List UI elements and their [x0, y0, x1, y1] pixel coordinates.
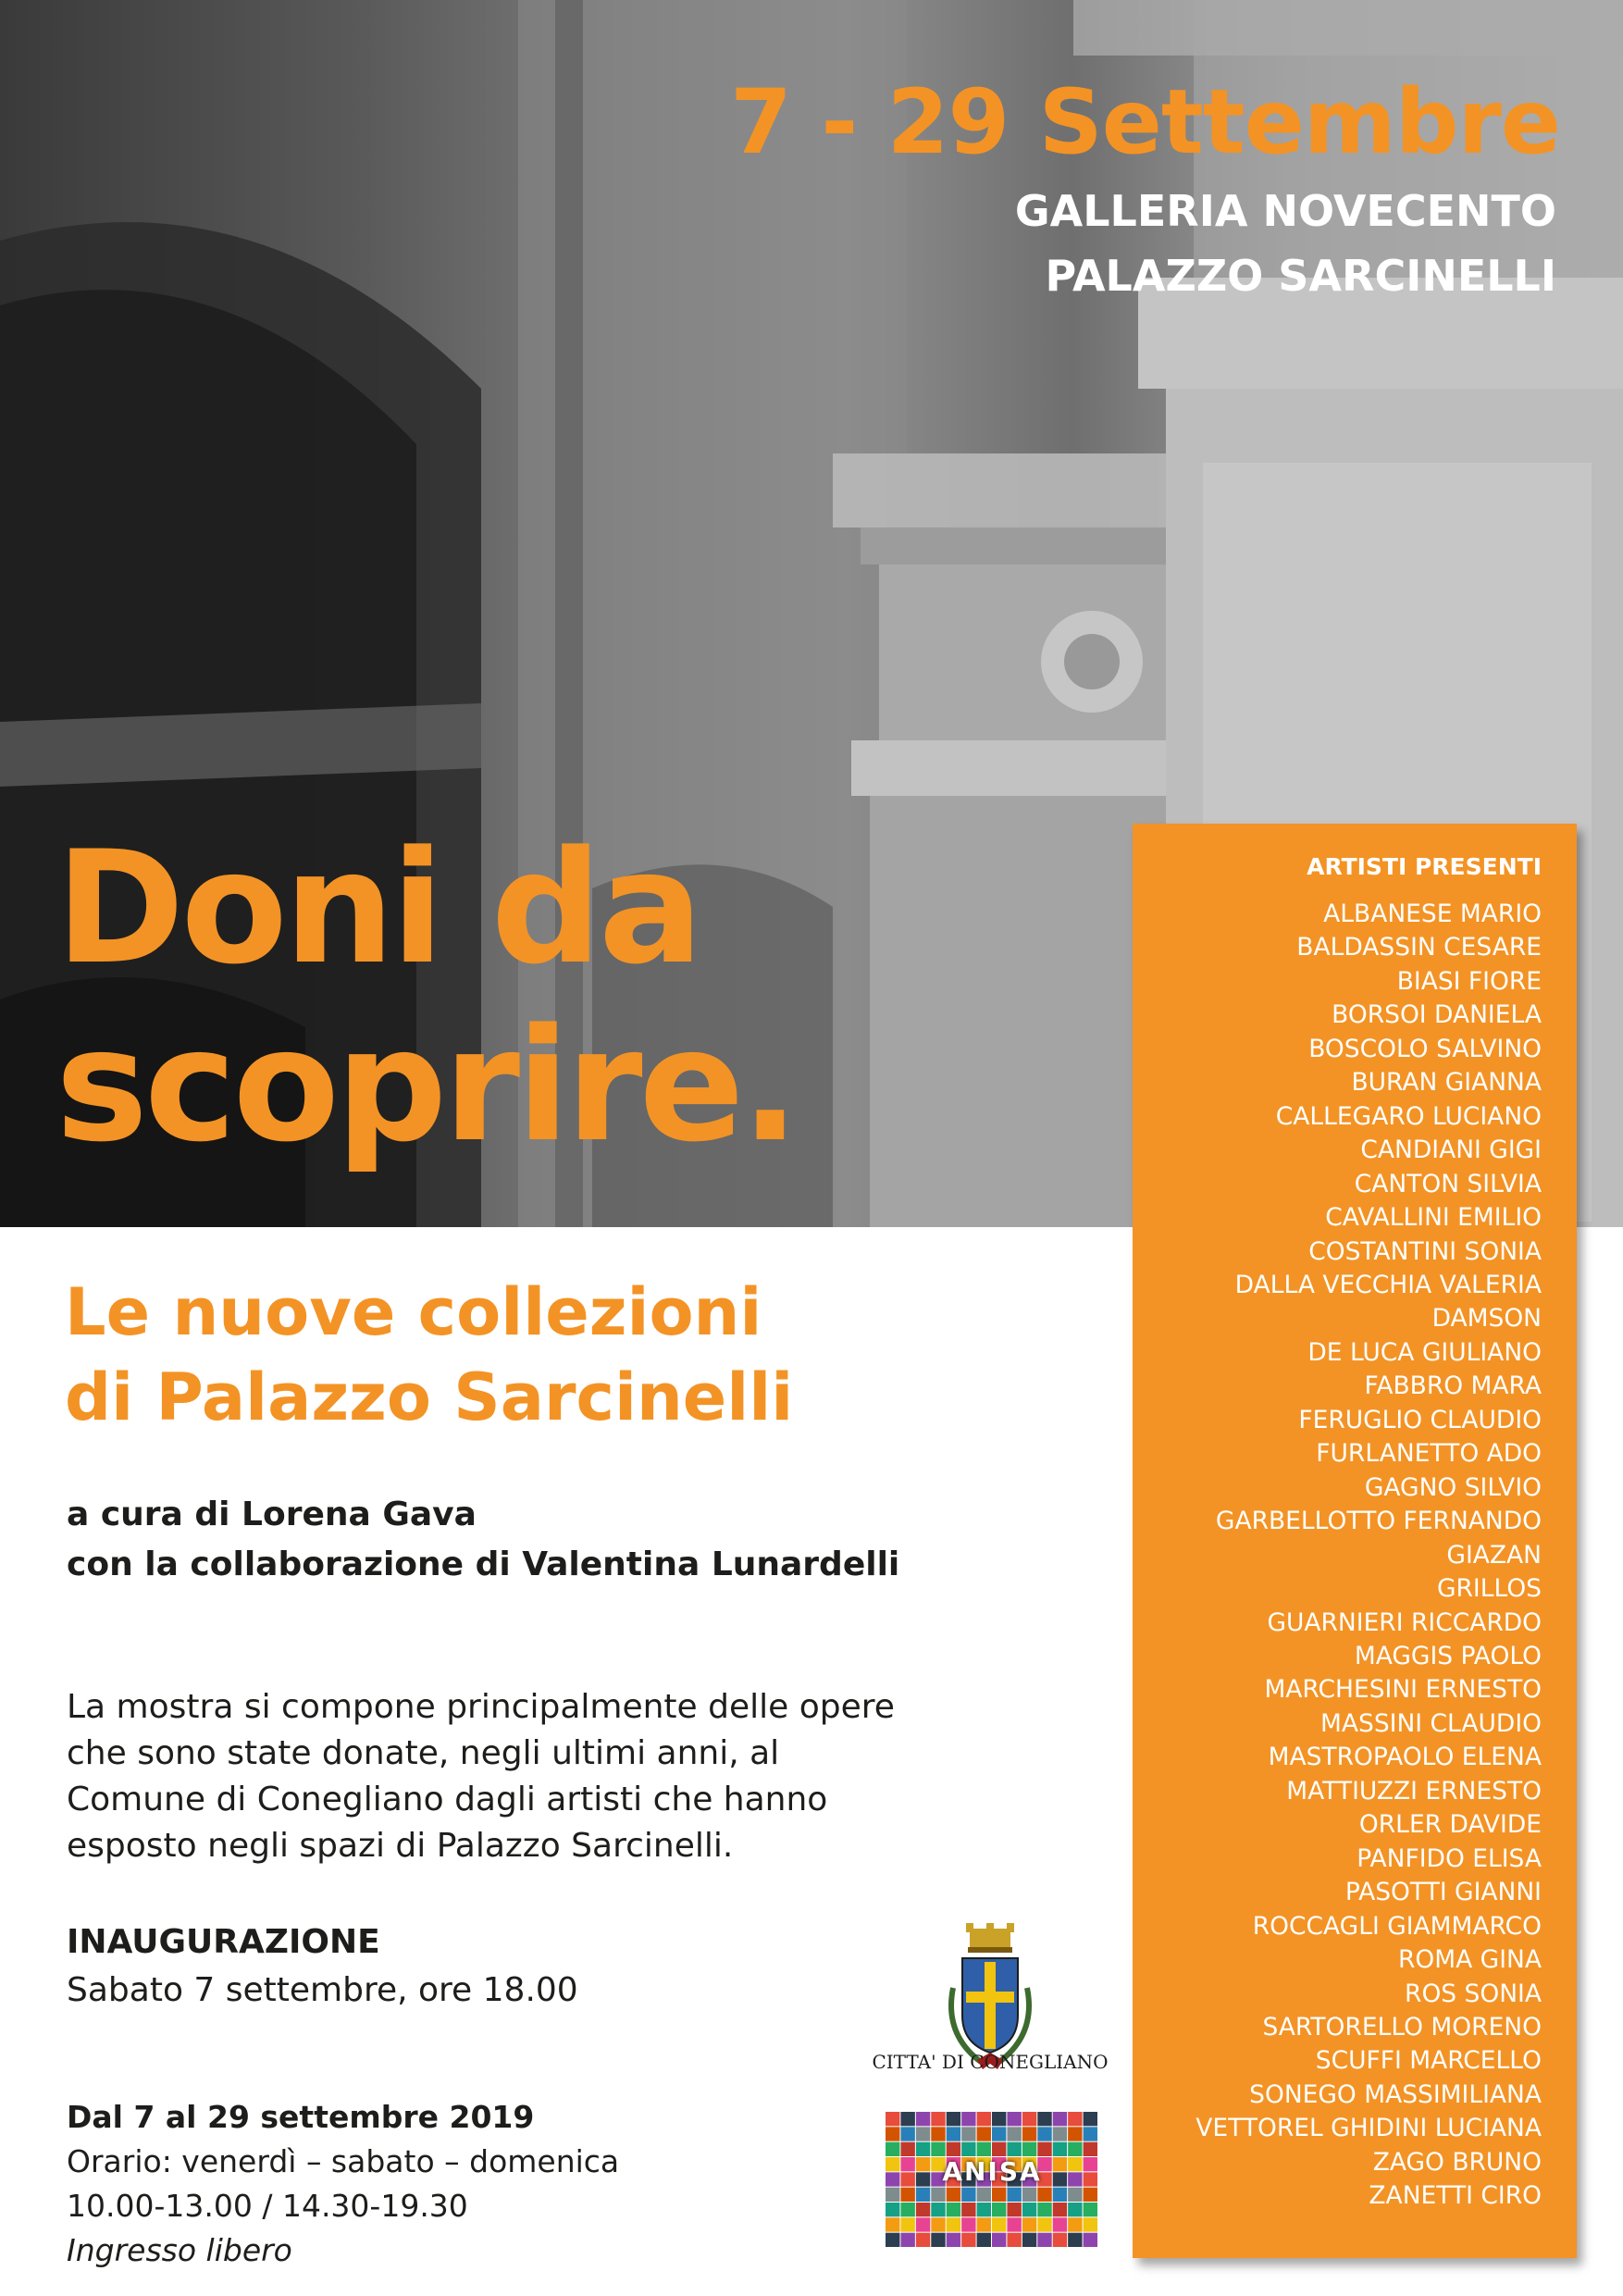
mosaic-tile [900, 2127, 914, 2141]
curator-credits [67, 1490, 899, 1590]
exhibition-description [67, 1684, 1084, 1869]
mosaic-tile [1068, 2203, 1082, 2216]
title-line-2: scoprire. [56, 995, 797, 1176]
artist-name: GAGNO SILVIO [1364, 1472, 1542, 1502]
mosaic-tile [916, 2203, 930, 2216]
mosaic-tile [1022, 2217, 1036, 2231]
subtitle-line-2: di Palazzo Sarcinelli [65, 1359, 794, 1435]
artist-name: BURAN GIANNA [1351, 1068, 1542, 1098]
artist-name: BALDASSIN CESARE [1296, 933, 1542, 962]
mosaic-tile [886, 2233, 899, 2247]
artists-panel [1133, 824, 1577, 2258]
mosaic-tile [992, 2233, 1006, 2247]
mosaic-tile [1084, 2127, 1097, 2141]
mosaic-tile [961, 2233, 975, 2247]
mosaic-tile [977, 2112, 991, 2126]
mosaic-tile [1037, 2217, 1051, 2231]
mosaic-tile [1084, 2217, 1097, 2231]
artists-heading: ARTISTI PRESENTI [1307, 853, 1542, 880]
artist-name: CANDIANI GIGI [1360, 1136, 1542, 1165]
mosaic-tile [886, 2127, 899, 2141]
artist-name: MARCHESINI ERNESTO [1264, 1675, 1542, 1705]
mosaic-tile [1068, 2112, 1082, 2126]
artist-name: COSTANTINI SONIA [1308, 1236, 1542, 1266]
artist-name: FABBRO MARA [1364, 1371, 1542, 1401]
mosaic-tile [1037, 2127, 1051, 2141]
mosaic-tile [947, 2142, 960, 2156]
exhibition-dates: 7 - 29 Settembre [730, 70, 1560, 174]
mosaic-tile [1084, 2188, 1097, 2202]
exhibition-subtitle [65, 1270, 793, 1440]
description-line: che sono state donate, negli ultimi anni, al [67, 1734, 780, 1772]
mosaic-tile [1022, 2188, 1036, 2202]
mosaic-tile [961, 2142, 975, 2156]
anisa-logo-text: ANISA [942, 2156, 1042, 2187]
schedule-hours: 10.00-13.00 / 14.30-19.30 [67, 2188, 468, 2224]
curator-line: a cura di Lorena Gava [67, 1496, 477, 1533]
mosaic-tile [1022, 2112, 1036, 2126]
mosaic-tile [977, 2188, 991, 2202]
mosaic-tile [1084, 2203, 1097, 2216]
mosaic-tile [1084, 2142, 1097, 2156]
artist-name: SONEGO MASSIMILIANA [1249, 2079, 1542, 2109]
artist-name: CANTON SILVIA [1354, 1169, 1542, 1198]
mosaic-tile [900, 2142, 914, 2156]
mosaic-tile [947, 2112, 960, 2126]
mosaic-tile [886, 2142, 899, 2156]
artist-name: MAGGIS PAOLO [1354, 1641, 1542, 1670]
mosaic-tile [961, 2127, 975, 2141]
artist-name: FERUGLIO CLAUDIO [1298, 1405, 1542, 1434]
mosaic-tile [1053, 2127, 1067, 2141]
artist-name: SCUFFI MARCELLO [1315, 2046, 1542, 2076]
mosaic-tile [900, 2217, 914, 2231]
mosaic-tile [947, 2203, 960, 2216]
mosaic-tile [1007, 2188, 1021, 2202]
artist-name: ROMA GINA [1398, 1945, 1542, 1975]
mosaic-tile [931, 2112, 945, 2126]
artist-name: GARBELLOTTO FERNANDO [1215, 1507, 1542, 1536]
mosaic-tile [1053, 2203, 1067, 2216]
mosaic-tile [1022, 2203, 1036, 2216]
mosaic-tile [886, 2217, 899, 2231]
mosaic-tile [1007, 2233, 1021, 2247]
schedule-entry: Ingresso libero [67, 2232, 292, 2268]
mosaic-tile [961, 2203, 975, 2216]
mosaic-tile [916, 2188, 930, 2202]
artist-name: PANFIDO ELISA [1357, 1843, 1542, 1873]
mosaic-tile [947, 2127, 960, 2141]
mosaic-tile [886, 2112, 899, 2126]
mosaic-tile [1022, 2233, 1036, 2247]
mosaic-tile [1068, 2233, 1082, 2247]
artist-name: BIASI FIORE [1396, 966, 1542, 996]
mosaic-tile [1084, 2233, 1097, 2247]
mosaic-tile [1037, 2112, 1051, 2126]
mosaic-tile [886, 2203, 899, 2216]
artist-name: SARTORELLO MORENO [1262, 2012, 1542, 2042]
collaboration-line: con la collaborazione di Valentina Lunardelli [67, 1545, 900, 1583]
mosaic-tile [1007, 2127, 1021, 2141]
mosaic-tile [992, 2188, 1006, 2202]
mosaic-tile [947, 2217, 960, 2231]
artist-name: GUARNIERI RICCARDO [1267, 1607, 1542, 1637]
mosaic-tile [900, 2233, 914, 2247]
artist-name: ALBANESE MARIO [1323, 900, 1542, 928]
mosaic-tile [916, 2142, 930, 2156]
mosaic-tile [1037, 2233, 1051, 2247]
mosaic-tile [992, 2217, 1006, 2231]
mosaic-tile [931, 2203, 945, 2216]
mosaic-tile [1053, 2188, 1067, 2202]
mosaic-tile [1007, 2142, 1021, 2156]
mosaic-tile [961, 2112, 975, 2126]
artist-name: FURLANETTO ADO [1316, 1439, 1542, 1469]
artist-name: VETTOREL GHIDINI LUCIANA [1196, 2114, 1542, 2143]
artist-name: ORLER DAVIDE [1358, 1810, 1542, 1840]
mosaic-tile [1037, 2188, 1051, 2202]
description-line: Comune di Conegliano dagli artisti che hanno [67, 1781, 828, 1818]
mosaic-tile [1053, 2217, 1067, 2231]
inauguration-heading: INAUGURAZIONE [67, 1923, 380, 1961]
mosaic-tile [931, 2142, 945, 2156]
mosaic-tile [1068, 2142, 1082, 2156]
mosaic-tile [900, 2203, 914, 2216]
artist-name: CAVALLINI EMILIO [1325, 1203, 1542, 1233]
subtitle-line-1: Le nuove collezioni [65, 1274, 762, 1350]
artist-name: PASOTTI GIANNI [1344, 1878, 1542, 1907]
mosaic-tile [961, 2188, 975, 2202]
mosaic-tile [961, 2217, 975, 2231]
mosaic-tile [947, 2188, 960, 2202]
mosaic-tile [1053, 2233, 1067, 2247]
artists-list [1196, 898, 1542, 2214]
mosaic-tile [900, 2112, 914, 2126]
inauguration-when: Sabato 7 settembre, ore 18.00 [67, 1971, 578, 2009]
mosaic-tile [992, 2127, 1006, 2141]
mosaic-tile [947, 2233, 960, 2247]
artist-name: CALLEGARO LUCIANO [1275, 1101, 1542, 1131]
schedule-info [67, 2095, 619, 2273]
mosaic-tile [1068, 2127, 1082, 2141]
artist-name: BORSOI DANIELA [1332, 1000, 1542, 1030]
mosaic-tile [916, 2217, 930, 2231]
artist-name: GRILLOS [1436, 1574, 1542, 1604]
venue-gallery: GALLERIA NOVECENTO [1014, 186, 1556, 236]
artist-name: BOSCOLO SALVINO [1308, 1034, 1542, 1063]
mosaic-tile [1084, 2112, 1097, 2126]
artist-name: ZANETTI CIRO [1369, 2181, 1542, 2211]
venue-palace: PALAZZO SARCINELLI [1045, 251, 1556, 301]
mosaic-tile [992, 2112, 1006, 2126]
mosaic-tile [1037, 2142, 1051, 2156]
mosaic-tile [977, 2203, 991, 2216]
artist-name: MATTIUZZI ERNESTO [1286, 1776, 1542, 1806]
mosaic-tile [977, 2127, 991, 2141]
venue [1015, 179, 1556, 308]
mosaic-tile [1022, 2127, 1036, 2141]
mosaic-tile [1007, 2217, 1021, 2231]
schedule-days: Orario: venerdì – sabato – domenica [67, 2143, 620, 2179]
mosaic-tile [931, 2127, 945, 2141]
artist-name: MASSINI CLAUDIO [1320, 1708, 1542, 1738]
mosaic-tile [900, 2188, 914, 2202]
artist-name: MASTROPAOLO ELENA [1268, 1743, 1542, 1772]
mosaic-tile [1068, 2217, 1082, 2231]
artist-name: GIAZAN [1446, 1540, 1542, 1570]
description-line: La mostra si compone principalmente delle opere [67, 1688, 895, 1726]
mosaic-tile [931, 2188, 945, 2202]
exhibition-title [56, 819, 796, 1174]
mosaic-tile [977, 2217, 991, 2231]
mosaic-tile [1053, 2112, 1067, 2126]
mosaic-tile [977, 2142, 991, 2156]
mosaic-tile [992, 2142, 1006, 2156]
mosaic-tile [1068, 2188, 1082, 2202]
artist-name: ROS SONIA [1405, 1979, 1542, 2008]
artist-name: ZAGO BRUNO [1372, 2147, 1542, 2177]
mosaic-tile [886, 2188, 899, 2202]
mosaic-tile [992, 2203, 1006, 2216]
mosaic-tile [977, 2233, 991, 2247]
description-line: esposto negli spazi di Palazzo Sarcinelli. [67, 1827, 734, 1865]
title-line-1: Doni da [56, 817, 700, 999]
mosaic-tile [931, 2233, 945, 2247]
mosaic-tile [1022, 2142, 1036, 2156]
artist-name: DALLA VECCHIA VALERIA [1234, 1270, 1542, 1299]
mosaic-tile [1007, 2112, 1021, 2126]
mosaic-tile [916, 2233, 930, 2247]
mosaic-tile [916, 2112, 930, 2126]
city-label: CITTA' DI CONEGLIANO [872, 2051, 1109, 2073]
inauguration-info [67, 1918, 578, 2015]
artist-name: DE LUCA GIULIANO [1307, 1337, 1542, 1367]
mosaic-tile [931, 2217, 945, 2231]
artist-name: DAMSON [1431, 1304, 1542, 1334]
mosaic-tile [1007, 2203, 1021, 2216]
mosaic-tile [916, 2127, 930, 2141]
mosaic-tile [1053, 2142, 1067, 2156]
mosaic-tile [1037, 2203, 1051, 2216]
artist-name: ROCCAGLI GIAMMARCO [1252, 1911, 1542, 1941]
schedule-period: Dal 7 al 29 settembre 2019 [67, 2099, 535, 2135]
